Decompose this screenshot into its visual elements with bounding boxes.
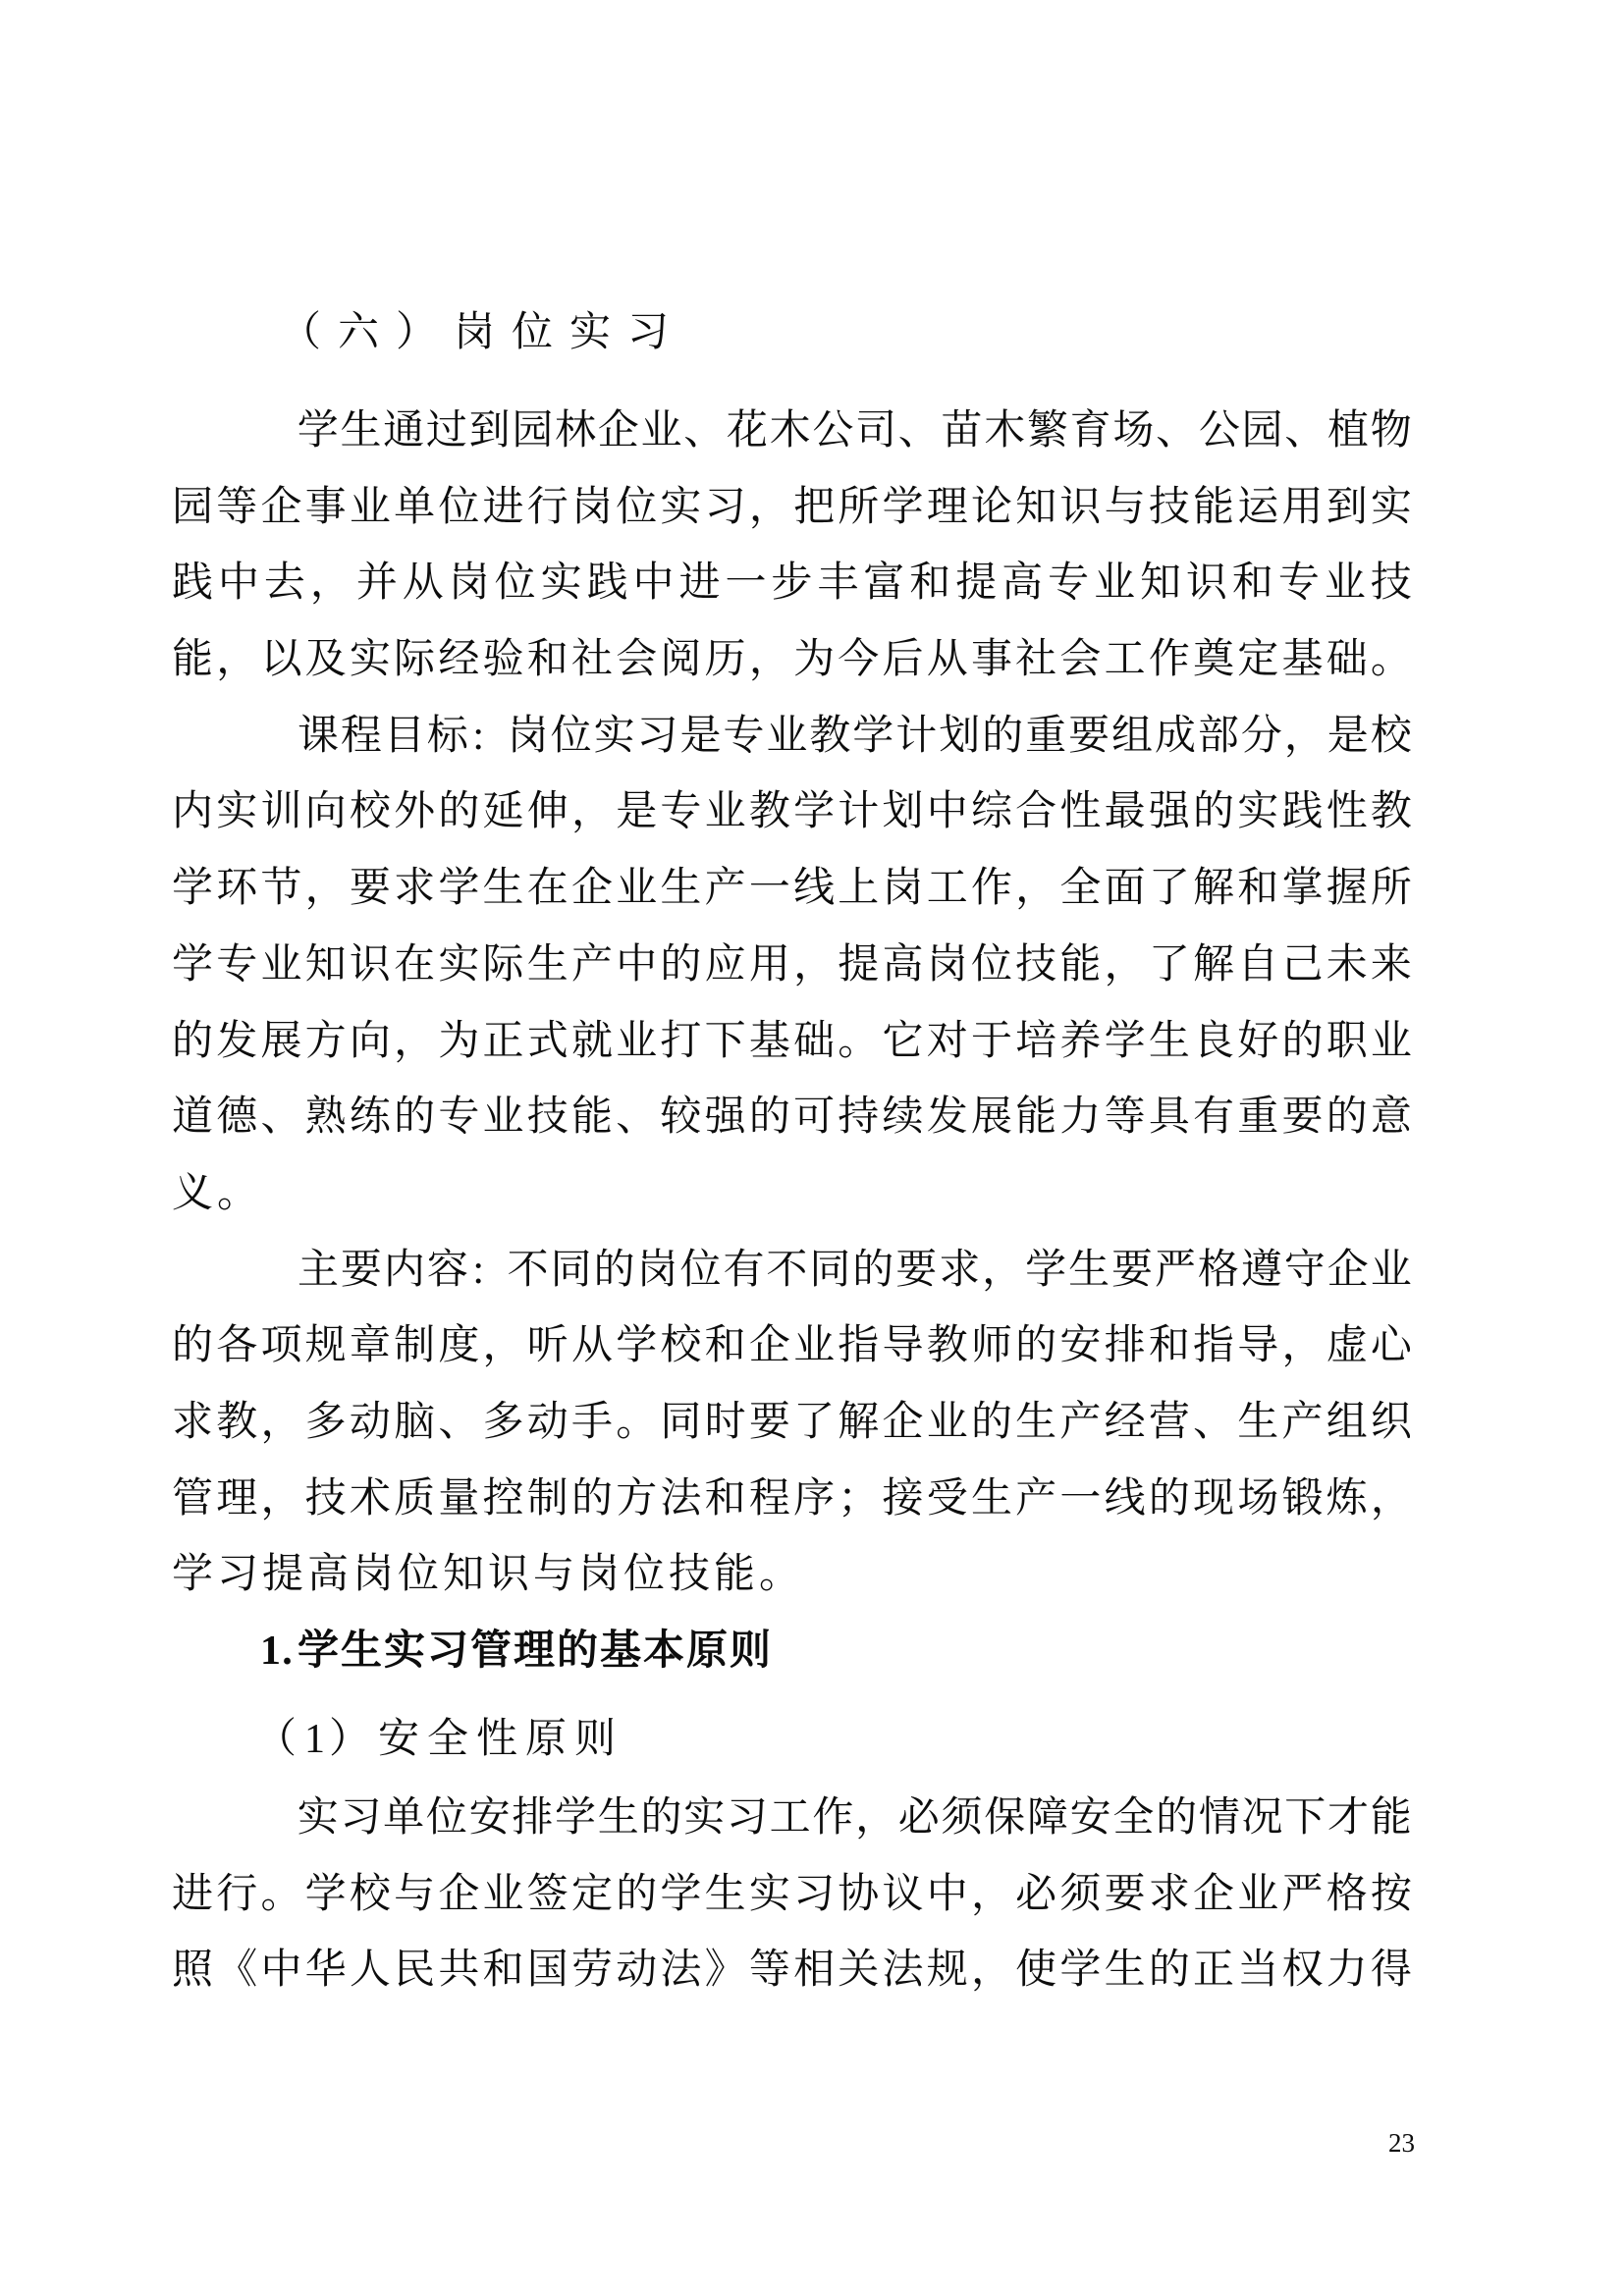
text-line: 的 发 展 方 向 ， 为 正 式 就 业 打 下 基 础 。 它 对 于 培 养 学 生 良 好 的 职 业 bbox=[172, 1018, 1412, 1064]
page-number: 23 bbox=[1388, 2128, 1415, 2158]
text-line: 课 程 目 标 : 岗 位 实 习 是 专 业 教 学 计 划 的 重 要 组 成 部 分 ， 是 校 bbox=[172, 711, 1412, 787]
heading-line: 1 . 学 生 实 习 管 理 的 基 本 原 则 bbox=[260, 1629, 772, 1674]
text-line: 园 等 企 事 业 单 位 进 行 岗 位 实 习 ， 把 所 学 理 论 知 识 与 技 能 运 用 到 实 bbox=[172, 484, 1412, 530]
text-line: 学 生 通 过 到 园 林 企 业 、 花 木 公 司 、 苗 木 繁 育 场 、 公 园 、 植 物 bbox=[172, 405, 1412, 482]
heading-line: （ 1 ） 安 全 性 原 则 bbox=[255, 1717, 617, 1762]
paragraph-indent bbox=[172, 711, 296, 712]
text-line: 道 德 、 熟 练 的 专 业 技 能 、 较 强 的 可 持 续 发 展 能 力 等 具 有 重 要 的 意 bbox=[172, 1095, 1412, 1141]
text-line: 能 ， 以 及 实 际 经 验 和 社 会 阅 历 ， 为 今 后 从 事 社 会 工 作 奠 定 基 础 。 bbox=[172, 637, 1412, 683]
text-line: 管 理 ， 技 术 质 量 控 制 的 方 法 和 程 序 ； 接 受 生 产 一 线 的 现 场 锻 炼 ， bbox=[172, 1475, 1412, 1522]
text-line: 学 习 提 高 岗 位 知 识 与 岗 位 技 能 。 bbox=[172, 1552, 801, 1598]
text-line: 学 环 节 ， 要 求 学 生 在 企 业 生 产 一 线 上 岗 工 作 ， 全 面 了 解 和 掌 握 所 bbox=[172, 866, 1412, 912]
text-line: 主 要 内 容 : 不 同 的 岗 位 有 不 同 的 要 求 ， 学 生 要 严 格 遵 守 企 业 bbox=[172, 1245, 1412, 1321]
text-line: 学 专 业 知 识 在 实 际 生 产 中 的 应 用 ， 提 高 岗 位 技 能 ， 了 解 自 己 未 来 bbox=[172, 941, 1412, 988]
text-line: 的 各 项 规 章 制 度 ， 听 从 学 校 和 企 业 指 导 教 师 的 安 排 和 指 导 ， 虚 心 bbox=[172, 1323, 1412, 1369]
text-line: 内 实 训 向 校 外 的 延 伸 ， 是 专 业 教 学 计 划 中 综 合 性 最 强 的 实 践 性 教 bbox=[172, 789, 1412, 835]
document-text bbox=[172, 307, 1412, 2021]
paragraph-indent bbox=[172, 405, 296, 406]
text-line: 实 习 单 位 安 排 学 生 的 实 习 工 作 ， 必 须 保 障 安 全 的 情 况 下 才 能 bbox=[172, 1792, 1412, 1869]
text-line: 求 教 ， 多 动 脑 、 多 动 手 。 同 时 要 了 解 企 业 的 生 产 经 营 、 生 产 组 织 bbox=[172, 1399, 1412, 1445]
heading-line: （ 六 ） 岗 位 实 习 bbox=[280, 310, 670, 355]
paragraph-indent bbox=[172, 1792, 296, 1793]
text-line: 进 行 。 学 校 与 企 业 签 定 的 学 生 实 习 协 议 中 ， 必 须 要 求 企 业 严 格 按 bbox=[172, 1871, 1412, 1917]
text-line: 践 中 去 ， 并 从 岗 位 实 践 中 进 一 步 丰 富 和 提 高 专 业 知 识 和 专 业 技 bbox=[172, 561, 1412, 607]
text-line: 照 《 中 华 人 民 共 和 国 劳 动 法 》 等 相 关 法 规 ， 使 学 生 的 正 当 权 力 得 bbox=[172, 1948, 1412, 1994]
paragraph-indent bbox=[172, 1245, 296, 1246]
text-line: 义 。 bbox=[172, 1170, 259, 1216]
